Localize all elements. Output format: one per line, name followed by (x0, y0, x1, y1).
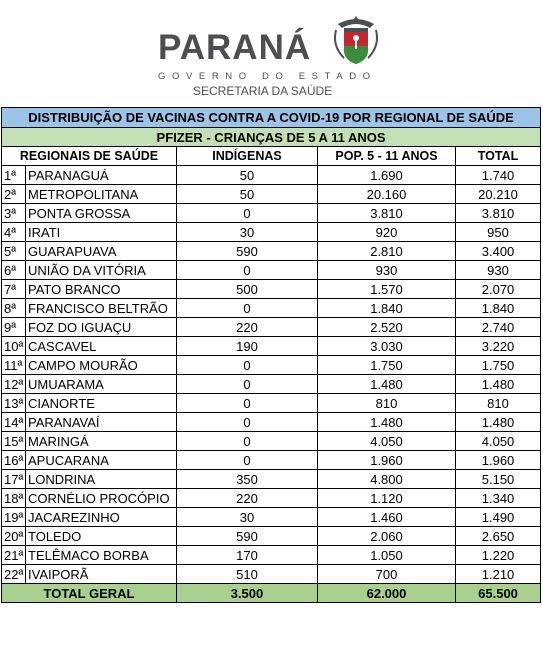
population-count: 3.810 (318, 204, 456, 223)
regional-number: 22ª (2, 565, 26, 584)
regional-name: CIANORTE (26, 394, 177, 413)
regional-number: 18ª (2, 489, 26, 508)
total-count: 20.210 (456, 185, 541, 204)
indigenous-count: 0 (177, 204, 318, 223)
regional-name: IRATI (26, 223, 177, 242)
total-count: 2.650 (456, 527, 541, 546)
regional-number: 17ª (2, 470, 26, 489)
population-count: 1.120 (318, 489, 456, 508)
total-count: 1.750 (456, 356, 541, 375)
total-count: 3.400 (456, 242, 541, 261)
table-row (2, 565, 541, 584)
indigenous-count: 50 (177, 166, 318, 185)
population-count: 1.480 (318, 413, 456, 432)
grand-total: 65.500 (456, 584, 541, 603)
total-count: 1.840 (456, 299, 541, 318)
indigenous-count: 0 (177, 261, 318, 280)
total-count: 5.150 (456, 470, 541, 489)
regional-name: APUCARANA (26, 451, 177, 470)
population-count: 1.690 (318, 166, 456, 185)
population-count: 920 (318, 223, 456, 242)
regional-name: PATO BRANCO (26, 280, 177, 299)
government-label: GOVERNO DO ESTADO (158, 71, 377, 82)
indigenous-count: 0 (177, 432, 318, 451)
total-count: 1.480 (456, 413, 541, 432)
total-count: 810 (456, 394, 541, 413)
table-row (2, 546, 541, 565)
regional-name: METROPOLITANA (26, 185, 177, 204)
population-count: 4.050 (318, 432, 456, 451)
total-count: 4.050 (456, 432, 541, 451)
population-count: 1.050 (318, 546, 456, 565)
brand-wordmark: PARANÁ (158, 28, 312, 67)
regional-name: CASCAVEL (26, 337, 177, 356)
regional-name: JACAREZINHO (26, 508, 177, 527)
total-count: 1.490 (456, 508, 541, 527)
table-row (2, 204, 541, 223)
table-row (2, 166, 541, 185)
table-row (2, 223, 541, 242)
table-row (2, 337, 541, 356)
regional-name: TOLEDO (26, 527, 177, 546)
indigenous-count: 0 (177, 375, 318, 394)
table-row (2, 261, 541, 280)
total-count: 1.960 (456, 451, 541, 470)
vaccine-distribution-table (1, 107, 541, 603)
regional-number: 1ª (2, 166, 26, 185)
total-count: 950 (456, 223, 541, 242)
population-count: 700 (318, 565, 456, 584)
total-count: 1.740 (456, 166, 541, 185)
regional-number: 16ª (2, 451, 26, 470)
indigenous-count: 0 (177, 413, 318, 432)
total-label: TOTAL GERAL (2, 584, 177, 603)
indigenous-count: 590 (177, 527, 318, 546)
population-count: 2.810 (318, 242, 456, 261)
regional-number: 20ª (2, 527, 26, 546)
regional-number: 21ª (2, 546, 26, 565)
population-count: 930 (318, 261, 456, 280)
indigenous-count: 50 (177, 185, 318, 204)
regional-name: FOZ DO IGUAÇU (26, 318, 177, 337)
population-count: 2.060 (318, 527, 456, 546)
regional-name: CAMPO MOURÃO (26, 356, 177, 375)
regional-number: 4ª (2, 223, 26, 242)
regional-number: 9ª (2, 318, 26, 337)
parana-coat-of-arms-icon (330, 16, 382, 66)
regional-number: 10ª (2, 337, 26, 356)
regional-number: 6ª (2, 261, 26, 280)
table-row (2, 470, 541, 489)
table-row (2, 451, 541, 470)
table-subtitle: PFIZER - CRIANÇAS DE 5 A 11 ANOS (2, 128, 541, 147)
total-indigenous: 3.500 (177, 584, 318, 603)
regional-name: FRANCISCO BELTRÃO (26, 299, 177, 318)
indigenous-count: 220 (177, 489, 318, 508)
department-label: SECRETARIA DA SAÚDE (193, 84, 333, 98)
regional-name: IVAIPORÃ (26, 565, 177, 584)
indigenous-count: 30 (177, 508, 318, 527)
total-count: 930 (456, 261, 541, 280)
indigenous-count: 0 (177, 356, 318, 375)
table-row (2, 280, 541, 299)
regional-number: 7ª (2, 280, 26, 299)
regional-name: TELÊMACO BORBA (26, 546, 177, 565)
table-row (2, 432, 541, 451)
total-count: 2.070 (456, 280, 541, 299)
indigenous-count: 0 (177, 451, 318, 470)
regional-number: 2ª (2, 185, 26, 204)
total-population: 62.000 (318, 584, 456, 603)
table-row (2, 185, 541, 204)
regional-number: 12ª (2, 375, 26, 394)
population-count: 1.480 (318, 375, 456, 394)
regional-name: UNIÃO DA VITÓRIA (26, 261, 177, 280)
table-row (2, 489, 541, 508)
population-count: 4.800 (318, 470, 456, 489)
regional-number: 13ª (2, 394, 26, 413)
regional-name: PONTA GROSSA (26, 204, 177, 223)
table-row (2, 318, 541, 337)
table-row (2, 299, 541, 318)
table-row (2, 356, 541, 375)
indigenous-count: 500 (177, 280, 318, 299)
indigenous-count: 0 (177, 299, 318, 318)
indigenous-count: 510 (177, 565, 318, 584)
column-header-regional: REGIONAIS DE SAÚDE (2, 147, 177, 166)
indigenous-count: 0 (177, 394, 318, 413)
column-header-indigenous: INDÍGENAS (177, 147, 318, 166)
regional-number: 8ª (2, 299, 26, 318)
population-count: 810 (318, 394, 456, 413)
regional-number: 19ª (2, 508, 26, 527)
indigenous-count: 350 (177, 470, 318, 489)
regional-name: PARANAVAÍ (26, 413, 177, 432)
table-row (2, 508, 541, 527)
regional-number: 15ª (2, 432, 26, 451)
total-count: 1.480 (456, 375, 541, 394)
regional-number: 11ª (2, 356, 26, 375)
table-row (2, 375, 541, 394)
regional-number: 5ª (2, 242, 26, 261)
regional-number: 14ª (2, 413, 26, 432)
table-title: DISTRIBUIÇÃO DE VACINAS CONTRA A COVID-19 POR REGIONAL DE SAÚDE (2, 108, 541, 128)
regional-name: CORNÉLIO PROCÓPIO (26, 489, 177, 508)
total-count: 3.220 (456, 337, 541, 356)
regional-name: LONDRINA (26, 470, 177, 489)
total-count: 3.810 (456, 204, 541, 223)
indigenous-count: 590 (177, 242, 318, 261)
total-count: 2.740 (456, 318, 541, 337)
population-count: 1.570 (318, 280, 456, 299)
column-header-population: POP. 5 - 11 ANOS (318, 147, 456, 166)
table-row (2, 394, 541, 413)
column-header-total: TOTAL (456, 147, 541, 166)
total-count: 1.220 (456, 546, 541, 565)
regional-name: PARANAGUÁ (26, 166, 177, 185)
population-count: 1.840 (318, 299, 456, 318)
regional-name: MARINGÁ (26, 432, 177, 451)
regional-name: GUARAPUAVA (26, 242, 177, 261)
indigenous-count: 220 (177, 318, 318, 337)
total-count: 1.340 (456, 489, 541, 508)
population-count: 2.520 (318, 318, 456, 337)
regional-number: 3ª (2, 204, 26, 223)
total-row (2, 584, 541, 603)
total-count: 1.210 (456, 565, 541, 584)
parana-logo (0, 0, 543, 105)
table-row (2, 527, 541, 546)
table-row (2, 242, 541, 261)
indigenous-count: 190 (177, 337, 318, 356)
population-count: 1.960 (318, 451, 456, 470)
table-row (2, 413, 541, 432)
population-count: 1.750 (318, 356, 456, 375)
population-count: 3.030 (318, 337, 456, 356)
indigenous-count: 30 (177, 223, 318, 242)
indigenous-count: 170 (177, 546, 318, 565)
population-count: 20.160 (318, 185, 456, 204)
population-count: 1.460 (318, 508, 456, 527)
regional-name: UMUARAMA (26, 375, 177, 394)
